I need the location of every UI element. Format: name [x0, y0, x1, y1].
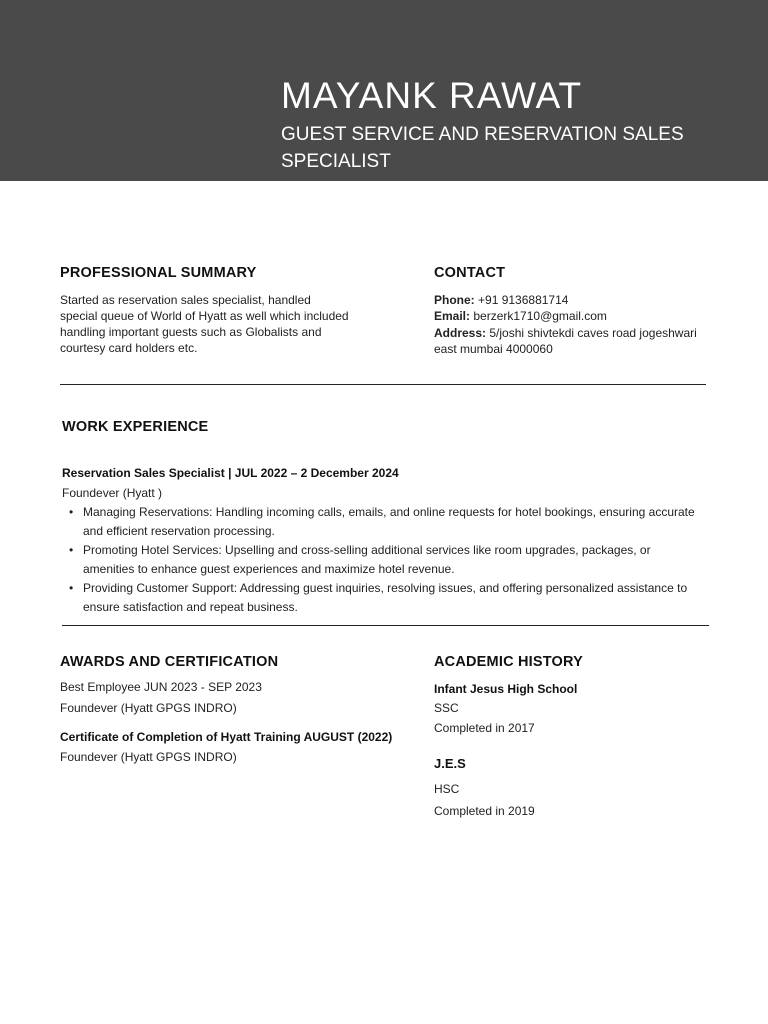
email-value: berzerk1710@gmail.com — [473, 309, 607, 323]
candidate-title: GUEST SERVICE AND RESERVATION SALES SPECIALIST — [281, 124, 684, 172]
summary-text: Started as reservation sales specialist, handled special queue of World of Hyatt as well which included handling important guests such as Globalists and courtesy card holders etc. — [60, 293, 349, 355]
duty-text: Providing Customer Support: Addressing guest inquiries, resolving issues, and offering personalized assistance to ensure satisfaction and repeat business. — [83, 581, 688, 614]
school-1-level: SSC — [434, 701, 459, 715]
job-title: Reservation Sales Specialist | JUL 2022 – 2 December 2024 — [62, 466, 399, 480]
award-1-title: Best Employee JUN 2023 - SEP 2023 — [60, 680, 262, 694]
email-label: Email: — [434, 309, 471, 323]
resume-header — [0, 0, 768, 181]
address-value: 5/joshi shivtekdi caves road jogeshwari east mumbai 4000060 — [434, 326, 697, 356]
school-2-year: Completed in 2019 — [434, 804, 535, 818]
contact-heading: CONTACT — [434, 265, 506, 281]
summary-heading: PROFESSIONAL SUMMARY — [60, 265, 257, 281]
section-divider — [62, 625, 709, 626]
contact-email — [434, 309, 607, 323]
list-item — [62, 579, 702, 617]
phone-label: Phone: — [434, 293, 475, 307]
candidate-name: MAYANK RAWAT — [281, 75, 583, 116]
academic-heading: ACADEMIC HISTORY — [434, 654, 584, 670]
contact-address — [434, 325, 699, 357]
duty-text: Managing Reservations: Handling incoming calls, emails, and online requests for hotel bookings, ensuring accurate and efficient reservation processing. — [83, 505, 695, 538]
list-item — [62, 503, 702, 541]
job-duties-list — [62, 503, 702, 617]
bullet-icon: • — [69, 581, 74, 595]
address-label: Address: — [434, 326, 487, 340]
phone-value: +91 9136881714 — [478, 293, 569, 307]
contact-phone — [434, 293, 568, 307]
bullet-icon: • — [69, 505, 74, 519]
duty-text: Promoting Hotel Services: Upselling and cross-selling additional services like room upgrades, packages, or amenities to enhance guest experiences and maximize hotel revenue. — [83, 543, 651, 576]
award-2-title: Certificate of Completion of Hyatt Training AUGUST (2022) — [60, 730, 393, 744]
section-divider — [60, 384, 706, 385]
award-1-org: Foundever (Hyatt GPGS INDRO) — [60, 701, 237, 715]
school-2-level: HSC — [434, 782, 460, 796]
school-2-name: J.E.S — [434, 756, 466, 771]
job-company: Foundever (Hyatt ) — [62, 486, 163, 500]
experience-heading: WORK EXPERIENCE — [62, 419, 209, 435]
bullet-icon: • — [69, 543, 74, 557]
awards-heading: AWARDS AND CERTIFICATION — [60, 654, 279, 670]
list-item — [62, 541, 702, 579]
school-1-name: Infant Jesus High School — [434, 682, 578, 696]
award-2-org: Foundever (Hyatt GPGS INDRO) — [60, 750, 237, 764]
school-1-year: Completed in 2017 — [434, 721, 535, 735]
